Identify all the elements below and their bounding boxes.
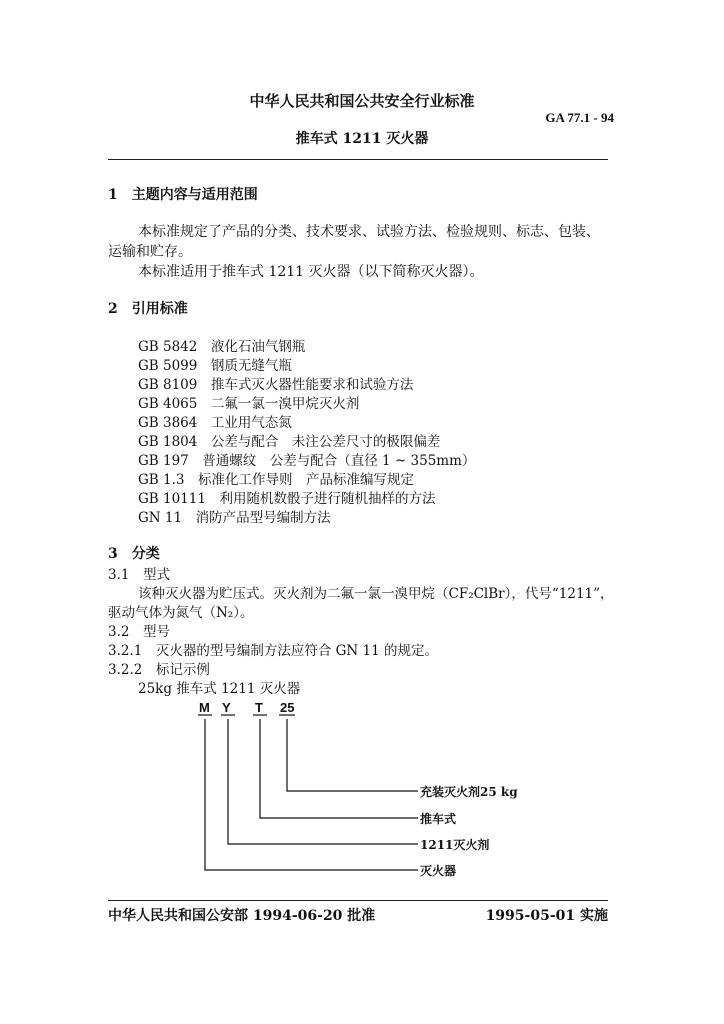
leader-line-25 (287, 719, 418, 791)
reference-item: GB 4065 二氟一氯一溴甲烷灭火剂 (138, 396, 360, 412)
reference-item: GB 8109 推车式灭火器性能要求和试验方法 (138, 377, 414, 393)
reference-item: GB 1804 公差与配合 未注公差尺寸的极限偏差 (138, 434, 441, 450)
clause-3-2-label: 3.2 型号 (108, 624, 170, 640)
clause-3-1-label: 3.1 型式 (108, 567, 170, 583)
reference-item: GN 11 消防产品型号编制方法 (138, 510, 331, 526)
section3-heading: 3 分类 (108, 546, 160, 562)
document-title: 中华人民共和国公共安全行业标准 (249, 92, 475, 110)
reference-item: GB 5099 钢质无缝气瓶 (138, 358, 292, 374)
clause-3-2-1: 3.2.1 灭火器的型号编制方法应符合 GN 11 的规定。 (108, 643, 438, 659)
legend-cart-type: 推车式 (420, 812, 457, 826)
reference-item: GB 197 普通螺纹 公差与配合（直径 1 ~ 355mm） (138, 453, 476, 469)
leader-line-m (205, 719, 418, 870)
leader-line-t (260, 719, 418, 818)
clause-3-1-line1: 该种灭火器为贮压式。灭火剂为二氟一氯一溴甲烷（CF₂ClBr），代号“1211”， (138, 586, 614, 602)
clause-3-2-2-label: 3.2.2 标记示例 (108, 662, 210, 678)
marking-example: 25kg 推车式 1211 灭火器 (138, 681, 301, 697)
legend-extinguisher: 灭火器 (420, 864, 457, 878)
section2-heading: 2 引用标准 (108, 301, 188, 317)
leader-line-y (228, 719, 418, 844)
section1-heading: 1 主题内容与适用范围 (108, 187, 258, 203)
code-letter-y: Y (222, 700, 231, 715)
code-number-25: 25 (280, 700, 295, 715)
reference-item: GB 3864 工业用气态氮 (138, 415, 292, 431)
reference-item: GB 10111 利用随机数骰子进行随机抽样的方法 (138, 491, 436, 507)
document-subtitle: 推车式 1211 灭火器 (295, 131, 429, 147)
reference-item: GB 5842 液化石油气钢瓶 (138, 339, 306, 355)
standard-code: GA 77.1 - 94 (545, 110, 614, 125)
legend-charge: 充装灭火剂25 kg (420, 785, 518, 799)
footer-rule (108, 900, 608, 901)
section1-para1-line2: 运输和贮存。 (108, 244, 192, 260)
code-letter-m: M (199, 700, 210, 715)
section1-para1-line1: 本标准规定了产品的分类、技术要求、试验方法、检验规则、标志、包装、 (138, 224, 600, 240)
implementation-date: 1995-05-01 实施 (485, 908, 608, 924)
code-letter-t: T (255, 700, 263, 715)
reference-item: GB 1.3 标准化工作导则 产品标准编写规定 (138, 472, 414, 488)
section1-para2: 本标准适用于推车式 1211 灭火器（以下简称灭火器）。 (138, 264, 484, 280)
approval-date: 中华人民共和国公安部 1994-06-20 批准 (108, 908, 376, 924)
legend-agent: 1211灭火剂 (420, 838, 490, 852)
clause-3-1-line2: 驱动气体为氮气（N₂）。 (108, 605, 254, 621)
